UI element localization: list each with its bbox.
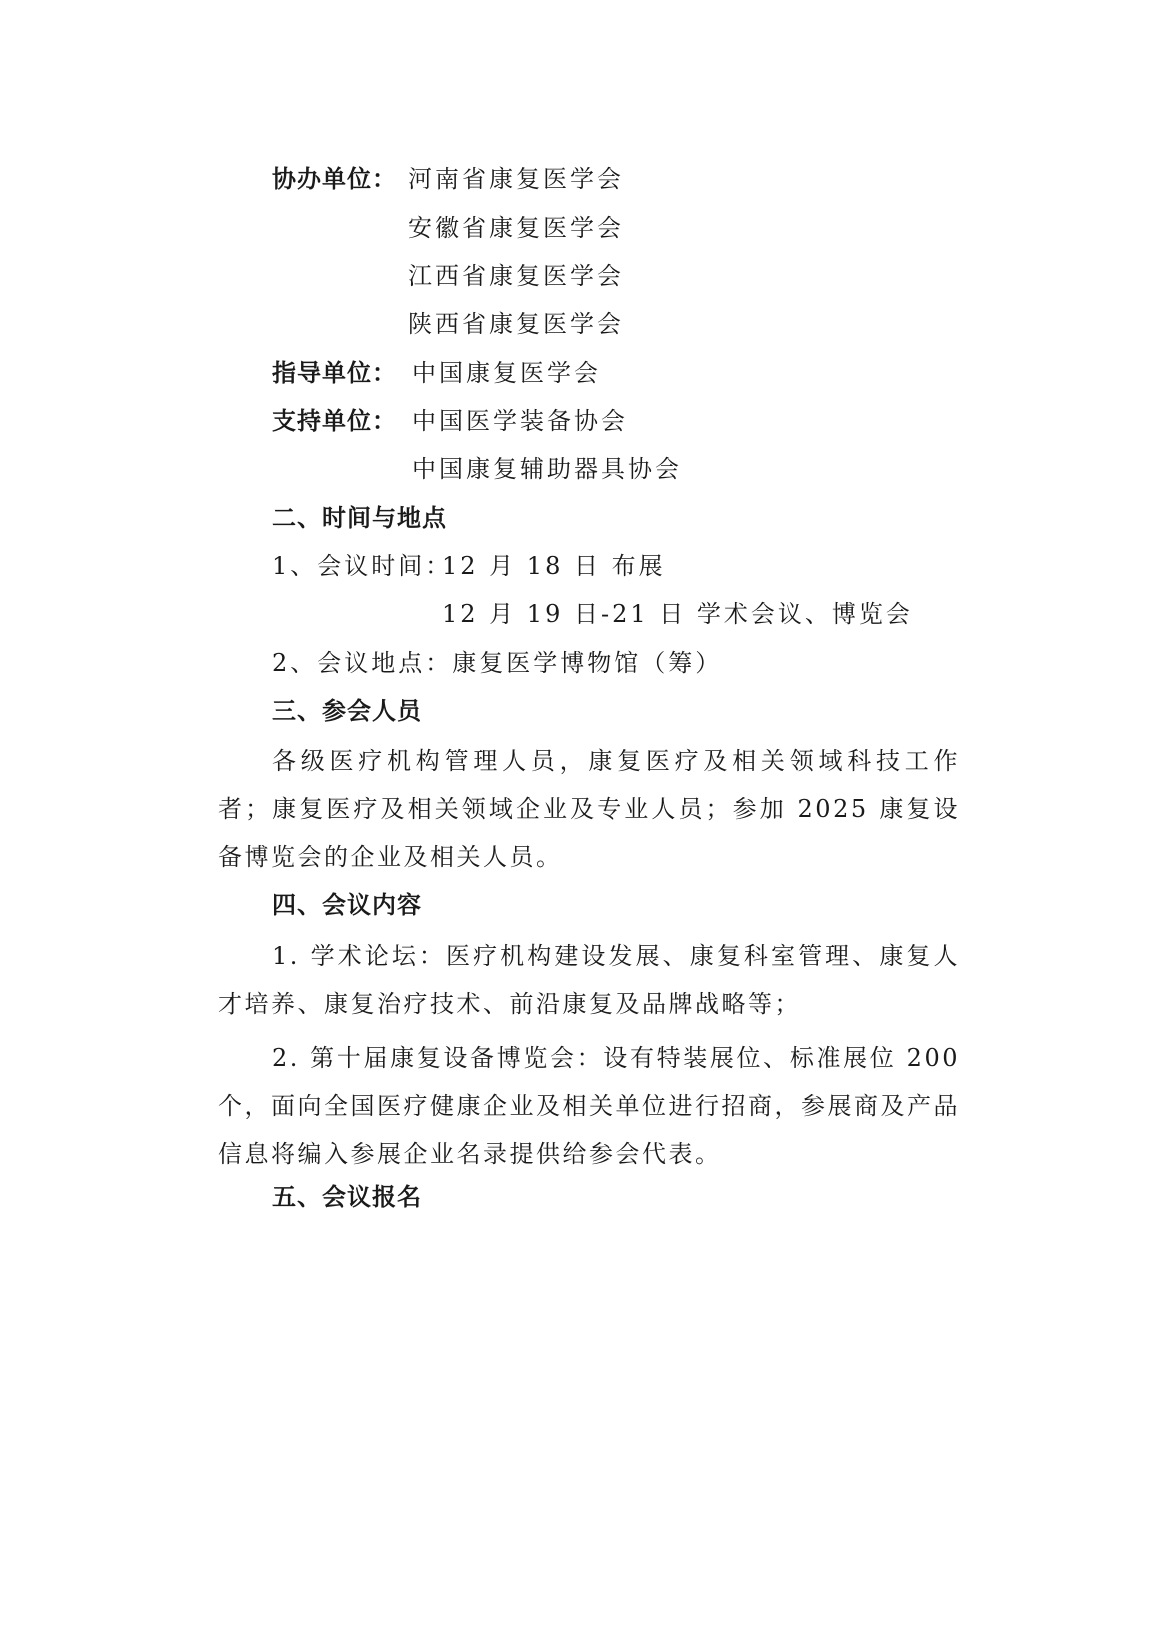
supporting-unit-item: 中国医学装备协会 [412, 407, 628, 435]
meeting-time-label: 1、会议时间： [272, 552, 453, 580]
guiding-unit-label: 指导单位： [272, 359, 397, 387]
section-heading-time-place: 二、时间与地点 [272, 504, 447, 532]
meeting-place: 2、会议地点：康复医学博物馆（筹） [272, 649, 723, 677]
attendees-paragraph: 各级医疗机构管理人员，康复医疗及相关领域科技工作者；康复医疗及相关领域企业及专业人员；参加 2025 康复设备博览会的企业及相关人员。 [218, 747, 960, 871]
co-organizer-item: 河南省康复医学会 [408, 165, 624, 193]
section-heading-content: 四、会议内容 [272, 891, 422, 919]
supporting-units-label: 支持单位： [272, 407, 397, 435]
content-item-forum: 1. 学术论坛：医疗机构建设发展、康复科室管理、康复人才培养、康复治疗技术、前沿康复及品牌战略等； [218, 942, 960, 1018]
co-organizer-item: 陕西省康复医学会 [408, 310, 624, 338]
supporting-unit-item: 中国康复辅助器具协会 [412, 455, 682, 483]
content-item-expo: 2. 第十届康复设备博览会：设有特装展位、标准展位 200 个，面向全国医疗健康企业及相关单位进行招商，参展商及产品信息将编入参展企业名录提供给参会代表。 [218, 1044, 960, 1168]
co-organizer-item: 安徽省康复医学会 [408, 214, 624, 242]
section-heading-attendees: 三、参会人员 [272, 697, 422, 725]
meeting-time-line1: 12 月 18 日 布展 [442, 552, 666, 580]
section-heading-registration: 五、会议报名 [272, 1183, 422, 1211]
meeting-time-line2: 12 月 19 日-21 日 学术会议、博览会 [442, 600, 913, 628]
co-organizer-item: 江西省康复医学会 [408, 262, 624, 290]
co-organizers-label: 协办单位： [272, 165, 397, 193]
guiding-unit-value: 中国康复医学会 [412, 359, 601, 387]
